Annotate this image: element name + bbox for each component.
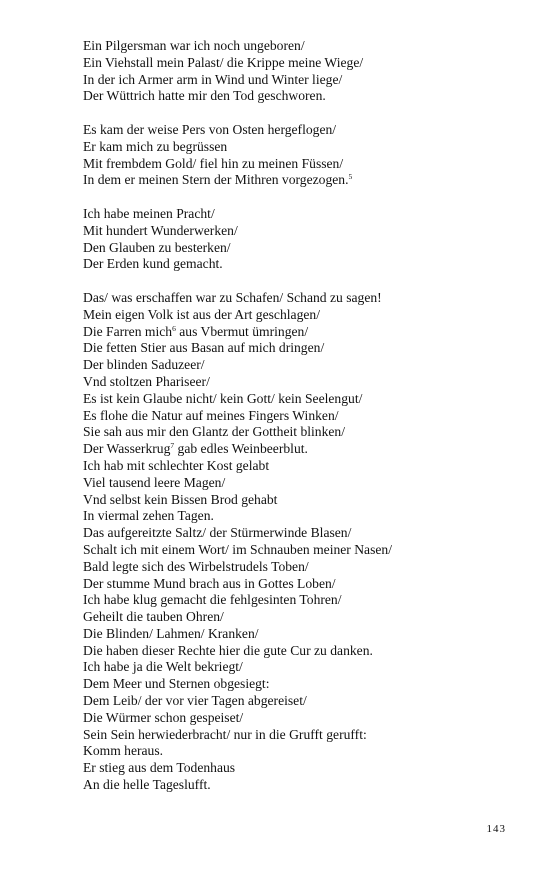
poem-line: Der blinden Saduzeer/ [83, 357, 205, 373]
poem-line: Viel tausend leere Magen/ [83, 474, 226, 490]
stanza [83, 290, 523, 794]
poem-line: Dem Leib/ der vor vier Tagen abgereiset/ [83, 693, 307, 709]
line-text: gab edles Weinbeerblut. [174, 441, 308, 457]
footnote-marker: 6 [172, 323, 176, 333]
poem-line: Das aufgereitzte Saltz/ der Stürmerwinde Blasen/ [83, 525, 352, 541]
line-text: aus Vbermut ümringen/ [175, 323, 309, 339]
poem-line: Das/ was erschaffen war zu Schafen/ Schand zu sagen! [83, 289, 382, 305]
poem-line: Dem Meer und Sternen obgesiegt: [83, 676, 270, 692]
line-text: In dem er meinen Stern der Mithren vorgezogen. [83, 172, 349, 188]
poem-line: Mein eigen Volk ist aus der Art geschlagen/ [83, 306, 320, 322]
page-number: 143 [486, 823, 506, 835]
poem-line: An die helle Tageslufft. [83, 777, 211, 793]
poem-line: Vnd selbst kein Bissen Brod gehabt [83, 491, 278, 507]
poem-text [83, 38, 523, 794]
poem-line: Geheilt die tauben Ohren/ [83, 609, 224, 625]
poem-line: Mit hundert Wunderwerken/ [83, 222, 238, 238]
poem-line: Die Würmer schon gespeiset/ [83, 709, 244, 725]
line-text: Der Wasserkrug [83, 441, 171, 457]
poem-line: Die haben dieser Rechte hier die gute Cur zu danken. [83, 642, 373, 658]
poem-line: Sein Sein herwiederbracht/ nur in die Grufft gerufft: [83, 726, 367, 742]
poem-line: Ich habe ja die Welt bekriegt/ [83, 659, 243, 675]
poem-line: In viermal zehen Tagen. [83, 508, 214, 524]
poem-line: Ich habe meinen Pracht/ [83, 205, 215, 221]
poem-line: Komm heraus. [83, 743, 164, 759]
poem-line [83, 172, 523, 189]
poem-line: Bald legte sich des Wirbelstrudels Toben/ [83, 558, 309, 574]
stanza [83, 122, 523, 189]
poem-line: In der ich Armer arm in Wind und Winter liege/ [83, 71, 343, 87]
poem-line: Es flohe die Natur auf meines Fingers Winken/ [83, 407, 339, 423]
poem-line: Ich habe klug gemacht die fehlgesinten Tohren/ [83, 592, 342, 608]
poem-line: Der stumme Mund brach aus in Gottes Loben/ [83, 575, 336, 591]
poem-line: Ich hab mit schlechter Kost gelabt [83, 457, 270, 473]
poem-line: Der Erden kund gemacht. [83, 256, 223, 272]
poem-line: Er stieg aus dem Todenhaus [83, 760, 236, 776]
footnote-marker: 5 [348, 172, 353, 182]
stanza [83, 206, 523, 273]
poem-line [83, 441, 523, 458]
poem-line: Den Glauben zu besterken/ [83, 239, 231, 255]
poem-line: Sie sah aus mir den Glantz der Gottheit blinken/ [83, 424, 345, 440]
poem-line: Die fetten Stier aus Basan auf mich dringen/ [83, 340, 325, 356]
poem-line: Ein Pilgersman war ich noch ungeboren/ [83, 38, 305, 53]
poem-line: Die Blinden/ Lahmen/ Kranken/ [83, 625, 259, 641]
poem-line: Er kam mich zu begrüssen [83, 138, 228, 154]
poem-line: Schalt ich mit einem Wort/ im Schnauben meiner Nasen/ [83, 541, 392, 557]
poem-line: Der Wüttrich hatte mir den Tod geschworen. [83, 88, 326, 104]
stanza [83, 38, 523, 105]
footnote-marker: 7 [170, 441, 175, 451]
line-text: Die Farren mich [83, 323, 173, 339]
poem-line: Es kam der weise Pers von Osten hergeflogen/ [83, 121, 337, 137]
poem-line: Es ist kein Glaube nicht/ kein Gott/ kein Seelengut/ [83, 390, 363, 406]
poem-line: Mit frembdem Gold/ fiel hin zu meinen Füssen/ [83, 155, 344, 171]
poem-line [83, 324, 523, 341]
poem-line: Vnd stoltzen Phariseer/ [83, 373, 210, 389]
poem-line: Ein Viehstall mein Palast/ die Krippe meine Wiege/ [83, 54, 364, 70]
